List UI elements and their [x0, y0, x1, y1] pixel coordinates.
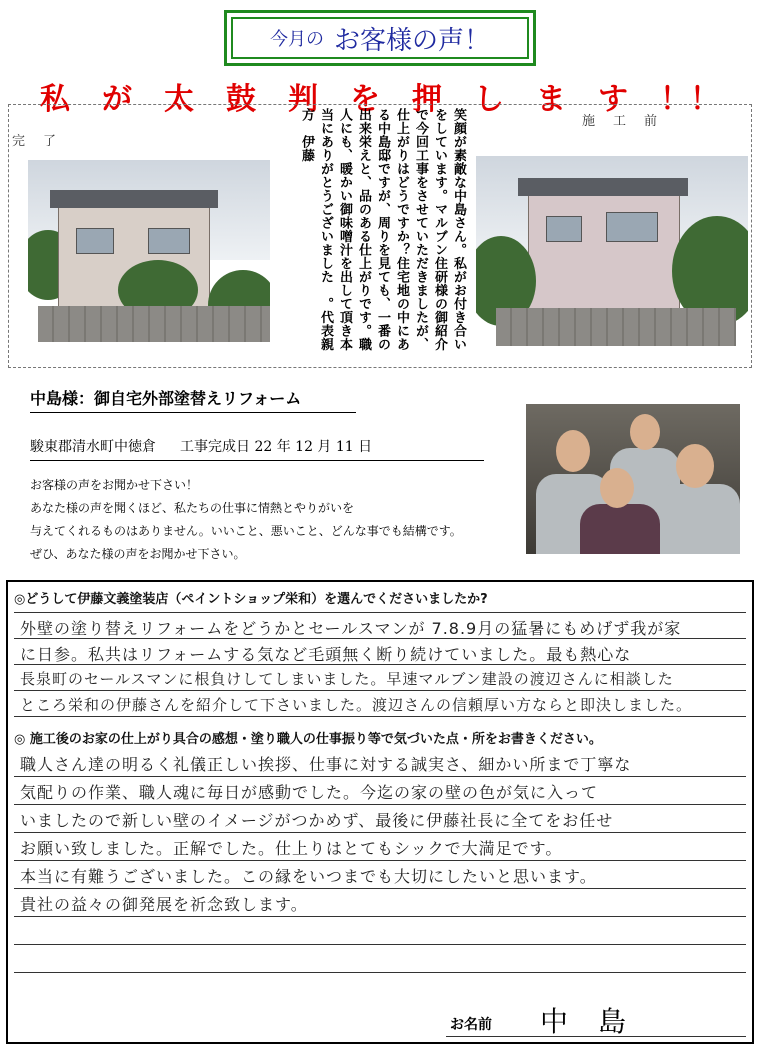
title-badge-inner: [231, 17, 529, 59]
answer-2-line: 職人さん達の明るく礼儀正しい挨拶、仕事に対する誠実さ、細かい所まで丁寧な: [20, 755, 632, 774]
headline-char: し: [474, 82, 504, 117]
questionnaire-form: [6, 580, 754, 1044]
headline-char: を: [350, 82, 380, 117]
before-house-photo: [476, 156, 748, 346]
headline-char: す: [598, 82, 628, 117]
customer-title: 中島様：御自宅外部塗替えリフォーム: [30, 386, 356, 413]
title-prefix: 今月の: [269, 29, 324, 50]
answer-2-line: 本当に有難うございました。この縁をいつまでも大切にしたいと思います。: [20, 867, 597, 886]
completion-date: 工事完成日 22 年 12 月 11 日: [180, 439, 373, 455]
intro-line: お客様の声をお聞かせ下さい！: [30, 478, 199, 492]
answer-1-line: に日参。私共はリフォームする気など毛頭無く断り続けていました。最も熱心な: [20, 645, 632, 664]
location: 駿東郡清水町中徳倉: [30, 439, 156, 455]
staff-photo: [526, 404, 740, 554]
headline-char: 判: [288, 82, 318, 117]
headline-char: ！！: [660, 82, 720, 117]
owner-message: 笑顔が素敵な中島さん。私がお付き合いをしています。マルブン住研様の御紹介で今回工事をさせていただきましたが、仕上がりはどうですか？住宅地の中にある中島邸ですが、周りを見ても、一番の出来栄えと、品のある仕上がりです。職人にも、暖かい御味噌汁を出して頂き本当にありがとうございました 。代表親方 伊藤: [299, 108, 466, 351]
name-underline: [446, 1036, 746, 1037]
question-2: ◎ 施工後のお家の仕上がり具合の感想・塗り職人の仕事振り等で気づいた点・所をお書きください。: [14, 732, 602, 747]
intro-text: [30, 474, 550, 566]
answer-1-line: ところ栄和の伊藤さんを紹介して下さいました。渡辺さんの信頼厚い方ならと即決しました。: [20, 696, 693, 714]
answer-2-line: いましたので新しい壁のイメージがつかめず、最後に伊藤社長に全てをお任せ: [20, 811, 614, 830]
intro-line: 与えてくれるものはありません。いいこと、悪いこと、どんな事でも結構です。: [30, 524, 462, 538]
name-label: お名前: [450, 1017, 492, 1033]
headline-char: 太: [164, 82, 194, 117]
answer-2-line: 貴社の益々の御発展を祈念致します。: [20, 895, 308, 914]
intro-line: ぜひ、あなた様の声をお聞かせ下さい。: [30, 547, 246, 561]
headline-char: 押: [412, 82, 442, 117]
headline-char: が: [102, 82, 132, 117]
after-house-photo: [28, 160, 270, 342]
answer-1-line: 長泉町のセールスマンに根負けしてしまいました。早速マルブン建設の渡辺さんに相談した: [20, 670, 674, 688]
page-title: お客様の声！: [333, 25, 490, 56]
question-1: ◎どうして伊藤文義塗装店（ペイントショップ栄和）を選んでくださいましたか?: [14, 592, 488, 607]
answer-1-line: 外壁の塗り替えリフォームをどうかとセールスマンが 7.8.9月の猛暑にもめげず我が家: [20, 619, 682, 638]
headline-char: 鼓: [226, 82, 256, 117]
location-line: [30, 436, 484, 461]
after-label: 完了: [12, 134, 75, 149]
headline-char: ま: [536, 82, 566, 117]
headline-char: 私: [40, 82, 70, 117]
title-badge: [224, 10, 536, 66]
answer-2-line: お願い致しました。正解でした。仕上りはとてもシックで大満足です。: [20, 839, 563, 858]
name-signature: 中島: [540, 1005, 657, 1038]
before-label: 施工前: [582, 114, 676, 129]
intro-line: あなた様の声を聞くほど、私たちの仕事に情熱とやりがいを: [30, 501, 355, 515]
answer-2-line: 気配りの作業、職人魂に毎日が感動でした。今迄の家の壁の色が気に入って: [20, 783, 599, 802]
